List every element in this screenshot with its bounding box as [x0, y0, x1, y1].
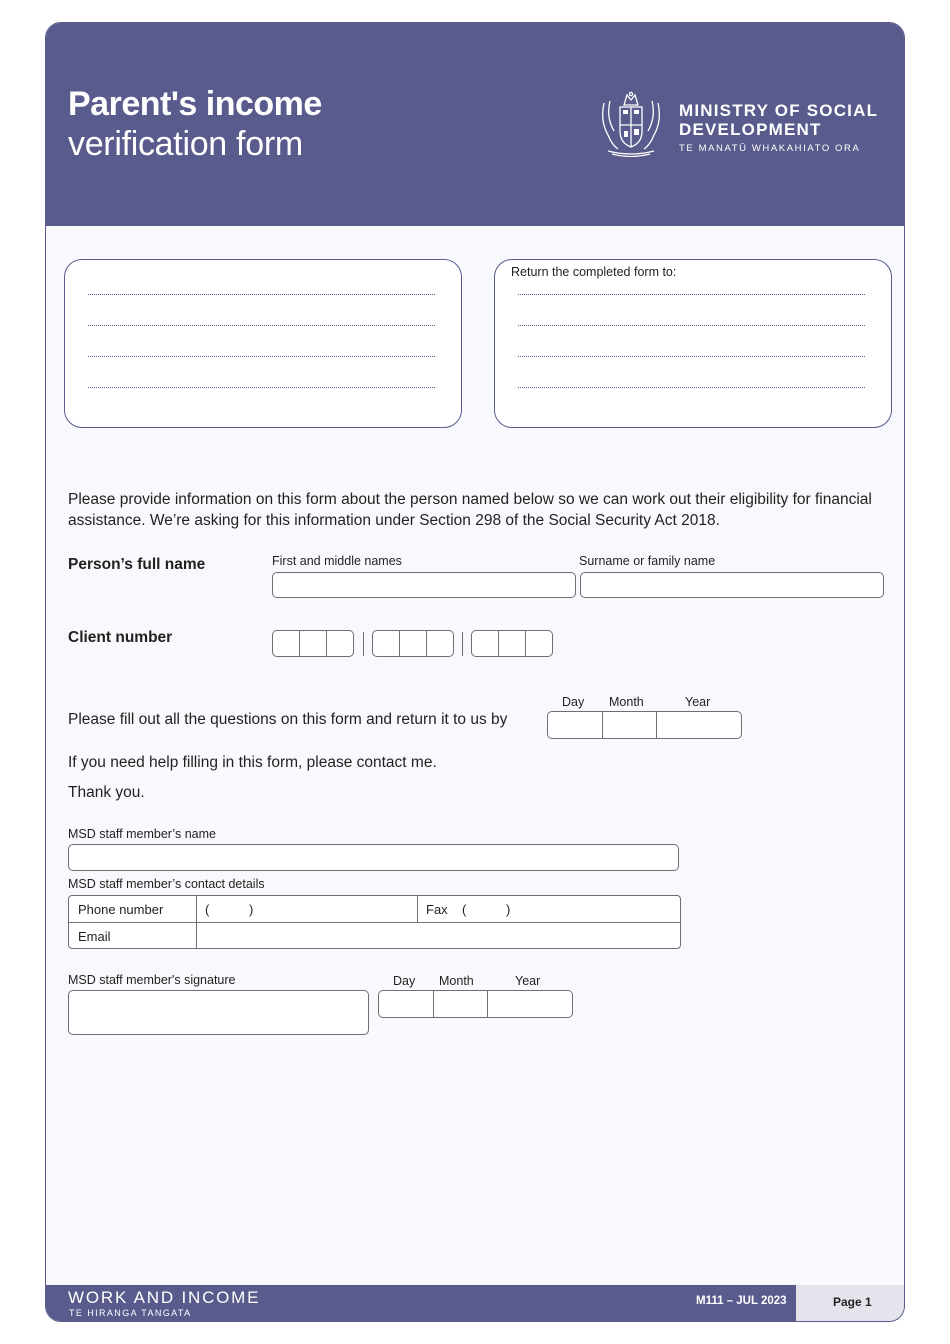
ministry-logo-text — [679, 101, 878, 154]
return-address-line[interactable] — [518, 325, 865, 326]
staff-name-label: MSD staff member’s name — [68, 827, 216, 841]
date-divider — [433, 991, 434, 1017]
signature-year-label: Year — [515, 974, 541, 988]
client-digit-box[interactable] — [273, 631, 300, 656]
return-address-box — [494, 259, 892, 428]
work-and-income-maori-text: TE HIRANGA TANGATA — [69, 1308, 192, 1318]
client-digit-box[interactable] — [526, 631, 552, 656]
phone-input[interactable]: ( ) — [205, 902, 254, 917]
table-divider — [417, 896, 418, 922]
staff-signature-label: MSD staff member's signature — [68, 973, 236, 987]
return-address-line[interactable] — [518, 356, 865, 357]
date-divider — [487, 991, 488, 1017]
signature-date-input[interactable] — [378, 990, 573, 1018]
return-address-line[interactable] — [518, 387, 865, 388]
ministry-name-line2: DEVELOPMENT — [679, 120, 822, 139]
staff-contact-label: MSD staff member’s contact details — [68, 877, 265, 891]
surname-label: Surname or family name — [579, 554, 716, 568]
fax-label: Fax — [426, 902, 448, 917]
staff-name-input[interactable] — [68, 844, 679, 871]
form-code: M111 – JUL 2023 — [696, 1295, 787, 1307]
thank-you-text: Thank you. — [68, 784, 145, 801]
client-number-group-1[interactable] — [272, 630, 354, 657]
address-line[interactable] — [88, 325, 435, 326]
client-digit-box[interactable] — [427, 631, 453, 656]
client-digit-box[interactable] — [499, 631, 526, 656]
page-number: Page 1 — [833, 1295, 872, 1309]
form-page — [45, 22, 905, 1322]
client-number-label: Client number — [68, 629, 173, 646]
work-and-income-logo-text: WORK AND INCOME — [68, 1288, 261, 1307]
client-number-group-3[interactable] — [471, 630, 553, 657]
return-date-input[interactable] — [547, 711, 742, 739]
return-address-line[interactable] — [518, 294, 865, 295]
table-divider — [69, 922, 680, 923]
ministry-name-line1: MINISTRY OF SOCIAL — [679, 101, 879, 120]
staff-signature-input[interactable] — [68, 990, 369, 1035]
return-year-label: Year — [685, 695, 711, 709]
staff-contact-table — [68, 895, 681, 949]
coat-of-arms-icon — [596, 91, 666, 157]
client-digit-box[interactable] — [327, 631, 353, 656]
signature-month-label: Month — [439, 974, 474, 988]
page-number-box — [796, 1285, 904, 1321]
sender-address-box — [64, 259, 462, 428]
client-number-separator — [462, 632, 463, 656]
client-digit-box[interactable] — [472, 631, 499, 656]
email-input[interactable] — [205, 929, 675, 947]
return-by-text: Please fill out all the questions on this form and return it to us by — [68, 711, 508, 728]
signature-day-label: Day — [393, 974, 416, 988]
form-title-line2: verification form — [68, 125, 303, 163]
form-title-line1: Parent's income — [68, 85, 322, 123]
return-month-label: Month — [609, 695, 644, 709]
date-divider — [602, 712, 603, 738]
client-number-separator — [363, 632, 364, 656]
email-label: Email — [78, 929, 111, 944]
client-digit-box[interactable] — [400, 631, 427, 656]
address-line[interactable] — [88, 356, 435, 357]
return-day-label: Day — [562, 695, 585, 709]
date-divider — [656, 712, 657, 738]
client-digit-box[interactable] — [300, 631, 327, 656]
table-divider — [196, 896, 197, 948]
address-line[interactable] — [88, 387, 435, 388]
form-header — [46, 23, 904, 226]
first-names-input[interactable] — [272, 572, 576, 598]
surname-input[interactable] — [580, 572, 884, 598]
help-text: If you need help filling in this form, please contact me. — [68, 754, 437, 771]
fax-input[interactable]: ( ) — [462, 902, 511, 917]
first-names-label: First and middle names — [272, 554, 402, 568]
return-address-caption: Return the completed form to: — [511, 265, 677, 279]
intro-paragraph: Please provide information on this form about the person named below so we can work out their eligibility for financial assistance. We’re asking for this information under Section 298 of the Social Security Act 2018. — [68, 491, 872, 529]
ministry-maori-name: TE MANATŪ WHAKAHIATO ORA — [679, 143, 861, 154]
person-name-label: Person’s full name — [68, 556, 206, 573]
address-line[interactable] — [88, 294, 435, 295]
form-footer — [46, 1285, 904, 1321]
client-number-group-2[interactable] — [372, 630, 454, 657]
client-digit-box[interactable] — [373, 631, 400, 656]
phone-label: Phone number — [78, 902, 164, 917]
